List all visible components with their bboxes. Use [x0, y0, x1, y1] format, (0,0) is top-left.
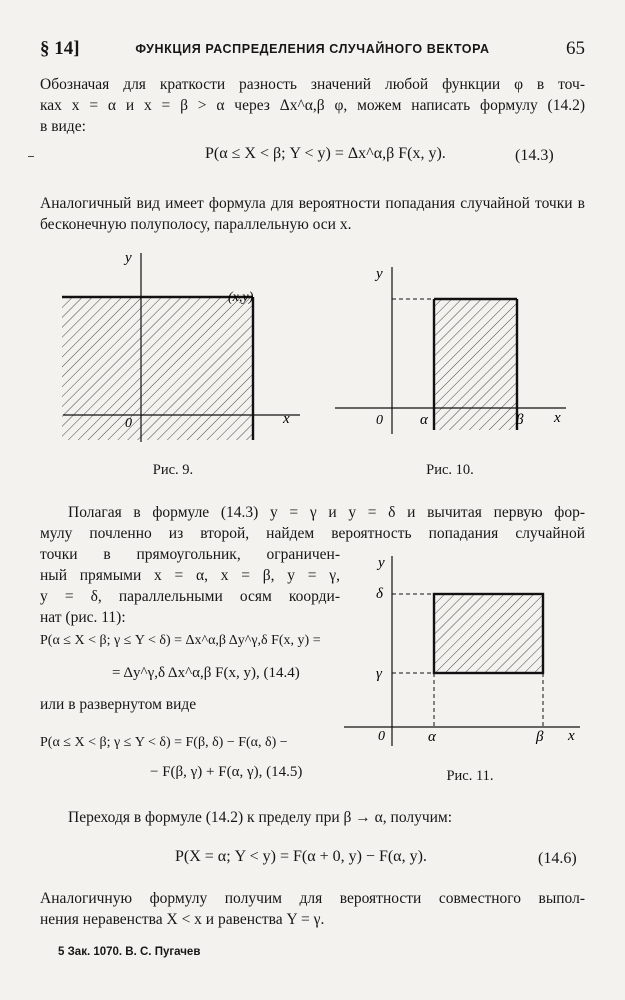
- page-number: 65: [566, 38, 585, 59]
- formula-14-4-line1: P(α ≤ X < β; γ ≤ Y < δ) = Δx^α,β Δy^γ,δ F(x, y) =: [40, 633, 321, 648]
- paragraph-1-line: Обозначая для краткости разность значений любой функции φ в точ-: [40, 76, 585, 93]
- paragraph-3-line: ный прямыми x = α, x = β, y = γ,: [40, 567, 340, 584]
- paragraph-3-full: [40, 502, 585, 544]
- origin-label: 0: [376, 413, 383, 428]
- formula-rhs: Δx^α,β F(x, y).: [347, 145, 446, 162]
- alpha-label: α: [428, 729, 436, 745]
- shaded-half-strip: [434, 299, 517, 430]
- formula-lhs: P(α ≤ X < β; Y < y) =: [205, 145, 344, 162]
- formula-number: (14.5): [266, 764, 303, 780]
- paragraph-2: Аналогичный вид имеет формула для вероятности попадания случайной точки в бесконечную полуполосу, параллельную оси x.: [40, 195, 585, 233]
- paragraph-5-line: нения неравенства X < x и равенства Y = γ.: [40, 911, 325, 928]
- x-axis-label: x: [568, 728, 575, 744]
- figure-11: [340, 550, 585, 750]
- y-axis-label: y: [378, 555, 385, 571]
- shaded-rectangle: [434, 594, 543, 673]
- formula-14-6: [175, 848, 427, 866]
- formula-body: − F(β, γ) + F(α, γ),: [150, 764, 263, 780]
- paragraph-3-line: Полагая в формуле (14.3) y = γ и y = δ и вычитая первую фор-: [68, 504, 585, 521]
- printer-footer: 5 Зак. 1070. В. С. Пугачев: [58, 946, 201, 958]
- figure-11-caption: Рис. 11.: [446, 768, 494, 784]
- formula-number: (14.4): [263, 665, 300, 681]
- shaded-quadrant: [62, 297, 253, 440]
- origin-label: 0: [378, 729, 385, 744]
- figure-9: [55, 245, 310, 445]
- figure-9-caption: Рис. 9.: [152, 462, 194, 478]
- beta-label: β: [536, 729, 544, 745]
- point-label: (x,y): [228, 290, 254, 305]
- paragraph-3-line: нат (рис. 11):: [40, 609, 126, 626]
- paragraph-5-line: Аналогичную формулу получим для вероятности совместного выпол-: [40, 890, 585, 907]
- formula-14-3-number: (14.3): [515, 147, 554, 164]
- y-axis-label: y: [125, 250, 132, 266]
- formula-14-5-line2: [150, 764, 302, 781]
- paragraph-4: Переходя в формуле (14.2) к пределу при β → α, получим:: [68, 809, 453, 826]
- formula-14-5-line1: P(α ≤ X < β; γ ≤ Y < δ) = F(β, δ) − F(α, δ) −: [40, 735, 288, 750]
- y-axis-label: y: [376, 266, 383, 282]
- paragraph-3-line: мулу почленно из второй, найдем вероятность попадания случайной: [40, 525, 585, 542]
- paragraph-1: [40, 74, 585, 137]
- figure-10: [330, 262, 570, 440]
- origin-label: 0: [125, 416, 132, 431]
- formula-14-4-line2: [112, 665, 300, 682]
- paragraph-5: [40, 888, 585, 930]
- paragraph-1-line: ках x = α и x = β > α через Δx^α,β φ, можем написать формулу (14.2): [40, 97, 585, 114]
- running-title: ФУНКЦИЯ РАСПРЕДЕЛЕНИЯ СЛУЧАЙНОГО ВЕКТОРА: [135, 42, 490, 56]
- paragraph-3-line: точки в прямоугольник, ограничен-: [40, 546, 340, 563]
- x-axis-label: x: [554, 410, 561, 426]
- formula-lhs: P(X = α; Y < y) =: [175, 848, 289, 865]
- paragraph-3-line: y = δ, параллельными осям коорди-: [40, 588, 340, 605]
- delta-label: δ: [376, 586, 383, 602]
- page-header: [40, 38, 585, 62]
- paragraph-or: или в развернутом виде: [40, 696, 197, 713]
- section-number: § 14]: [40, 38, 80, 59]
- alpha-label: α: [420, 412, 428, 428]
- gamma-label: γ: [376, 666, 382, 682]
- paragraph-1-line: в виде:: [40, 118, 86, 135]
- formula-14-6-number: (14.6): [538, 850, 577, 867]
- figure-10-caption: Рис. 10.: [426, 462, 474, 478]
- formula-body: = Δy^γ,δ Δx^α,β F(x, y),: [112, 665, 260, 681]
- formula-14-3: [205, 145, 446, 163]
- paragraph-3-narrow: [40, 544, 340, 628]
- formula-rhs: F(α + 0, y) − F(α, y).: [292, 848, 427, 865]
- x-axis-label: x: [283, 411, 290, 427]
- margin-mark: [28, 156, 34, 157]
- beta-label: β: [516, 412, 524, 428]
